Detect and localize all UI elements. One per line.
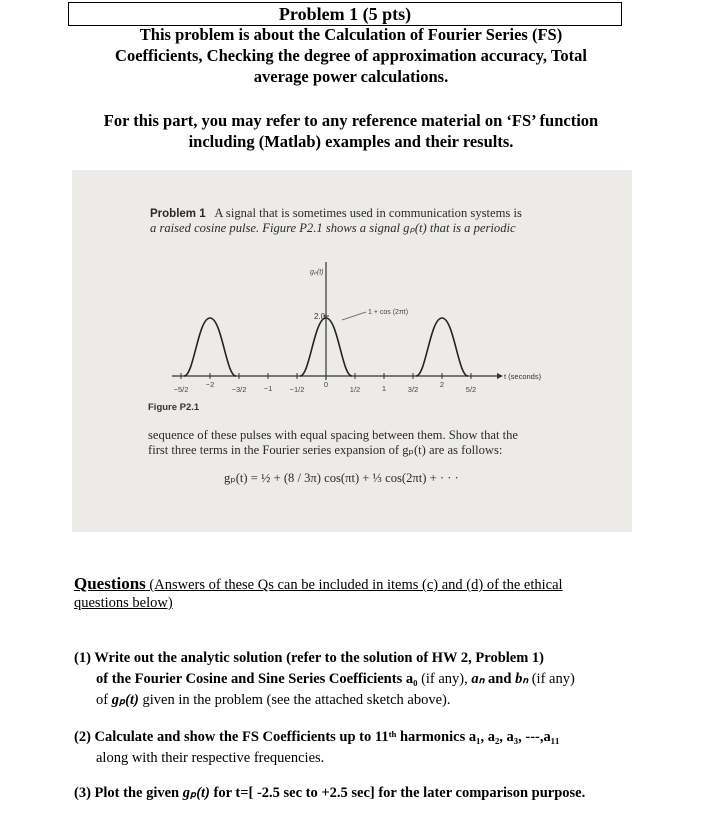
tick-label-5: −1/2: [289, 385, 305, 394]
questions-note: (Answers of these Qs can be included in items (c) and (d) of the ethical questions below): [74, 577, 563, 611]
raised-cosine-graph: [72, 170, 632, 410]
question-1-line-2: of the Fourier Cosine and Sine Series Coefficients a₀ (if any), aₙ and bₙ (if any): [96, 671, 575, 687]
scan-line-1-text: A signal that is sometimes used in communication systems is: [214, 206, 522, 220]
y-axis-label: gₚ(t): [310, 269, 324, 276]
tick-label-10: 2: [439, 380, 445, 389]
scan-line-3: sequence of these pulses with equal spacing between them. Show that the: [148, 428, 519, 442]
scan-line-2: a raised cosine pulse. Figure P2.1 shows a signal gₚ(t) that is a periodic: [150, 221, 516, 235]
problem-intro: [60, 24, 642, 87]
intro-line-2: Coefficients, Checking the degree of approximation accuracy, Total: [115, 46, 587, 65]
tick-label-1: −5/2: [173, 385, 189, 394]
curve-label: 1 + cos (2πt): [368, 309, 409, 316]
question-2-line-2: along with their respective frequencies.: [96, 750, 325, 766]
figure-label: Figure P2.1: [148, 402, 200, 413]
tick-label-11: 5/2: [465, 385, 477, 394]
question-2-line-1: (2) Calculate and show the FS Coefficients up to 11ᵗʰ harmonics a₁, a₂, a₃, ---,a₁₁: [74, 729, 560, 745]
tick-label-3: −3/2: [231, 385, 247, 394]
question-2: [74, 727, 634, 769]
tick-label-7: 1/2: [349, 385, 361, 394]
question-1: [74, 648, 634, 711]
t-axis-arrow: [497, 373, 503, 379]
problem-title: Problem 1 (5 pts): [68, 2, 622, 26]
tick-label-9: 3/2: [407, 385, 419, 394]
intro-line-3: average power calculations.: [253, 67, 449, 86]
question-1-line-1: (1) Write out the analytic solution (refer to the solution of HW 2, Problem 1): [74, 650, 545, 666]
peak-label: 2.0: [314, 312, 326, 321]
question-3: [74, 783, 634, 804]
tick-label-4: −1: [263, 384, 273, 393]
tick-label-8: 1: [381, 384, 387, 393]
note-line-2: including (Matlab) examples and their results.: [188, 132, 514, 151]
questions-title: Questions: [74, 574, 146, 593]
tick-label-2: −2: [205, 380, 215, 389]
intro-line-1: This problem is about the Calculation of Fourier Series (FS): [139, 25, 563, 44]
pulse-right: [416, 318, 468, 376]
tick-labels: [174, 380, 477, 394]
pulse-left: [184, 318, 236, 376]
note-line-1: For this part, you may refer to any reference material on ‘FS’ function: [103, 111, 599, 130]
fourier-formula: gₚ(t) = ½ + (8 / 3π) cos(πt) + ⅓ cos(2πt) + · · ·: [224, 471, 459, 485]
scan-line-4: first three terms in the Fourier series expansion of gₚ(t) are as follows:: [148, 443, 503, 457]
scan-problem-label: Problem 1: [150, 208, 206, 220]
curve-label-pointer: [342, 312, 366, 320]
t-axis-label: t (seconds): [504, 372, 542, 381]
reference-note: [60, 110, 642, 152]
questions-heading: [74, 575, 604, 612]
tick-label-6: 0: [323, 380, 329, 389]
question-3-line-1: (3) Plot the given gₚ(t) for t=[ -2.5 sec to +2.5 sec] for the later comparison purpose.: [74, 785, 586, 801]
question-1-line-3: of gₚ(t) given in the problem (see the attached sketch above).: [96, 692, 451, 708]
